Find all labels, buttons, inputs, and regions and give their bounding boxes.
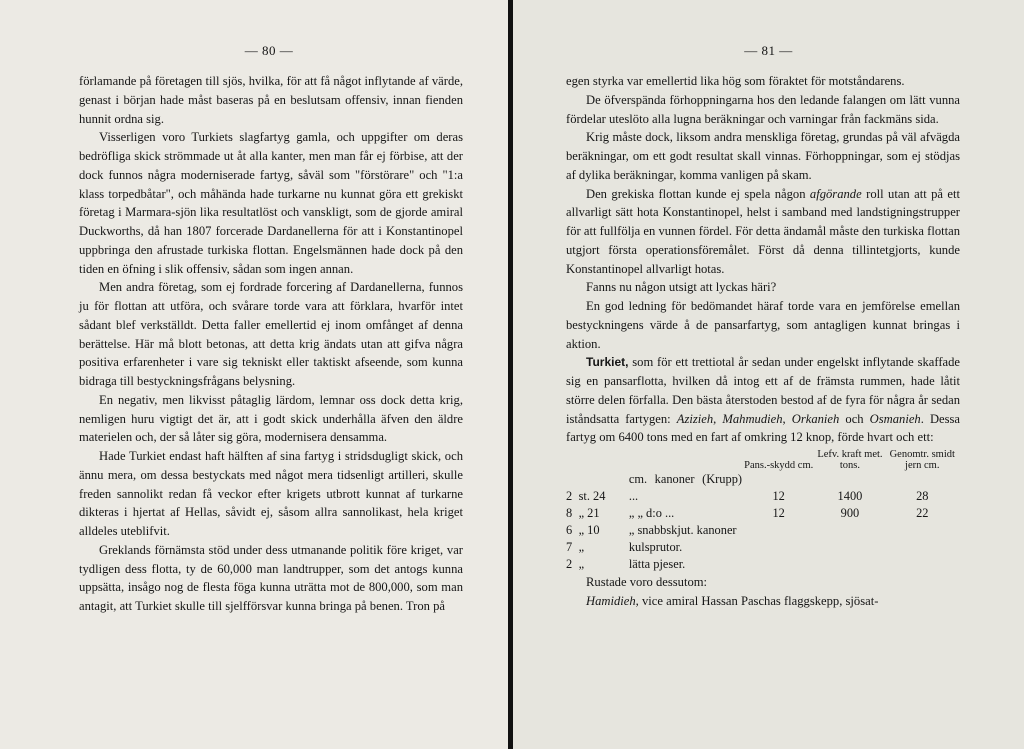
table-row <box>566 539 960 556</box>
left-page-text <box>79 72 463 616</box>
text-run: som för ett trettiotal år sedan under engelskt inflytande skaffade sig en pansarflotta, hvilken då intog ett af de främsta rummen, hade låtit större delen förfalla. Den bästa återstoden bestod af de fyra för några år sedan iståndsatta fartygen: <box>566 355 960 426</box>
ship-name: Orkanieh <box>791 411 840 426</box>
text-run: och <box>845 411 864 426</box>
paragraph: förlamande på företagen till sjös, hvilka, för att få något inflytande af värde, genast i början hade måst baseras på en beslutsam offensiv, innan fienden hunnit ordna sig. <box>79 74 463 126</box>
table-header-row <box>566 449 960 471</box>
ship-name: Mahmudieh <box>722 411 783 426</box>
table-cell: „ „ d:o ... <box>628 506 675 520</box>
table-cell: 1400 <box>837 489 863 503</box>
table-cell: lätta pjeser. <box>628 557 686 571</box>
right-page <box>513 0 1024 749</box>
separator: , <box>713 411 717 426</box>
table-cell: 2 <box>566 557 573 571</box>
page-number-81: — 81 — <box>744 43 793 58</box>
armament-table <box>566 449 960 573</box>
text-run: roll utan att på ett allvarligt sätt hota Konstantinopel, helst i samband med landstigningstrupper för att fullfölja en vunnen fördel. För detta ändamål måste den turkiska flottan utgjort första operationsföremålet. Först då denna tillintetgjorts, kunde Konstantinopel allvarligt hotas. <box>566 186 960 276</box>
paragraph: Men andra företag, som ej fordrade forcering af Dardanellerna, funnos ju för flottan att utföra, och svårare torde vara att förklara, hvarför intet sådant blef verkställdt. Detta faller emellertid ej inom omfånget af denna berättelse. Här må blott betonas, att detta krig ändats utan att gifva några positiva erfarenheter i vare sig tekniskt eller taktiskt afseende, som kunna bidraga till bestyckningsfrågans belysning. <box>79 280 463 388</box>
table-row <box>566 522 960 539</box>
ship-name: Azizieh <box>676 411 714 426</box>
text-run: Dessa fartyg om 6400 tons med en fart af omkring 12 knop, förde hvart och ett: <box>566 411 961 445</box>
separator: , <box>782 411 786 426</box>
table-header-pans: Pans.-skydd cm. <box>744 460 814 471</box>
paragraph: Greklands förnämsta stöd under dess utmanande politik före kriget, var tydligen dess flotta, ty de 60,000 man landtrupper, som det antogs kunna uppsätta, insågo nog de flesta föga kunna uträtta mot de 800,000, som man antagit, att Turkiet skulle till sjelfförsvar kunna bringa på benen. Tron på <box>79 542 463 613</box>
table-cell: kulsprutor. <box>628 540 683 554</box>
emphasized-word: afgörande <box>809 186 862 201</box>
table-cell: 900 <box>840 506 860 520</box>
right-page-text <box>566 72 960 611</box>
paragraph: Rustade voro dessutom: <box>586 575 708 589</box>
table-cell: „ <box>578 557 585 571</box>
ship-name: Hamidieh, <box>586 593 639 608</box>
table-cell: 2 <box>566 489 573 503</box>
table-header-cell <box>579 449 629 471</box>
table-row <box>566 556 960 573</box>
table-cell: „ 21 <box>578 506 600 520</box>
paragraph <box>566 185 960 279</box>
paragraph: Visserligen voro Turkiets slagfartyg gamla, och uppgifter om deras bedröfliga skick strömmade ut åt alla kanter, men man får ej förbise, att der dock funnos några moderniserade fartyg, såväl som "förstörare" och "1:a klass torpedbåtar", och måhända hade turkarne nu kunnat göra ett grekiskt företag i Marmara-sjön lika resultatlöst och vanskligt, som de gjorde amiral Duckworths, då han 1807 forcerade Dardanellerna för att i Konstantinopel uppbringa den afrustade turkiska flottan. Engelsmännen hade dock på den tiden en öfning i slik offensiv, sådan som ingen annan. <box>79 130 463 276</box>
table-cell: 7 <box>566 540 573 554</box>
paragraph: Fanns nu någon utsigt att lyckas häri? <box>586 280 777 295</box>
table-cell: 8 <box>566 506 573 520</box>
table-cell: cm. kanoner (Krupp) ... <box>628 472 743 503</box>
left-page <box>0 0 508 749</box>
paragraph: Krig måste dock, liksom andra menskliga företag, grundas på väl afvägda beräkningar, om ett godt resultat skall vinnas. Förhoppningar, som ej stödjas af dylika beräkningar, komma vanligen på skam. <box>566 130 960 182</box>
paragraph: Hade Turkiet endast haft hälften af sina fartyg i stridsdugligt skick, och ännu mera, om dessa bestyckats med något mera tidsenligt artilleri, skulle freden sannolikt redan få veckor efter krigets utbrott kunnat af turkarne dikteras i hjertat af Hellas, såvidt ej, såsom allra sannolikast, hela kriget alldeles uteblifvit. <box>79 449 463 538</box>
paragraph <box>566 592 960 611</box>
table-cell: st. 24 <box>578 489 606 503</box>
table-cell: „ <box>578 540 585 554</box>
table-cell: 12 <box>772 489 785 503</box>
paragraph: En negativ, men likvisst påtaglig lärdom, lemnar oss dock detta krig, nemligen huru vigtigt det är, att i godt skick underhålla äfven den äldre materielen och, der så låter sig göra, modernisera densamma. <box>79 392 463 445</box>
bold-term-turkiet: Turkiet, <box>586 355 629 370</box>
table-row <box>566 505 960 522</box>
table-cell: 12 <box>772 506 785 520</box>
paragraph: egen styrka var emellertid lika hög som föraktet för motståndarens. <box>566 74 905 88</box>
page-number-80: — 80 — <box>244 43 294 58</box>
table-cell: 22 <box>916 506 929 520</box>
ship-name: Osmanieh <box>869 411 921 426</box>
paragraph: En god ledning för bedömandet häraf torde vara en jemförelse emellan bestyckningens värde å de pansarfartyg, som antagligen kunnat bringas i aktion. <box>566 299 960 351</box>
table-header-cell <box>629 449 742 471</box>
table-row <box>566 471 960 505</box>
table-header-genomtr: Genomtr. smidt jern cm. <box>889 449 955 471</box>
table-cell: 28 <box>916 489 929 503</box>
paragraph: De öfverspända förhoppningarna hos den ledande falangen om lätt vunna fördelar uteslöto alla lugna beräkningar och varningar från fackmäns sida. <box>566 92 960 126</box>
paragraph: Turkiet, som för ett trettiotal år sedan under engelskt inflytande skaffade sig en pansarflotta, hvilken då intog ett af de främsta rummen, hade låtit större delen förfalla. Den bästa återstoden bestod af de fyra för några år sedan iståndsatta fartygen: Azizieh, Mahmudieh, Orkanieh och Osmanieh. Dessa fartyg om 6400 tons med en fart af omkring 12 knop, förde hvart och ett: <box>566 355 961 445</box>
table-cell: „ snabbskjut. kanoner <box>628 523 737 537</box>
table-cell: „ 10 <box>578 523 600 537</box>
text-run: Den grekiska flottan kunde ej spela någon <box>586 186 806 201</box>
table-header-lefv: Lefv. kraft met. tons. <box>817 449 883 471</box>
text-run: vice amiral Hassan Paschas flaggskepp, sjösat- <box>641 593 879 608</box>
table-header-cell <box>566 449 579 471</box>
table-cell: 6 <box>566 523 573 537</box>
